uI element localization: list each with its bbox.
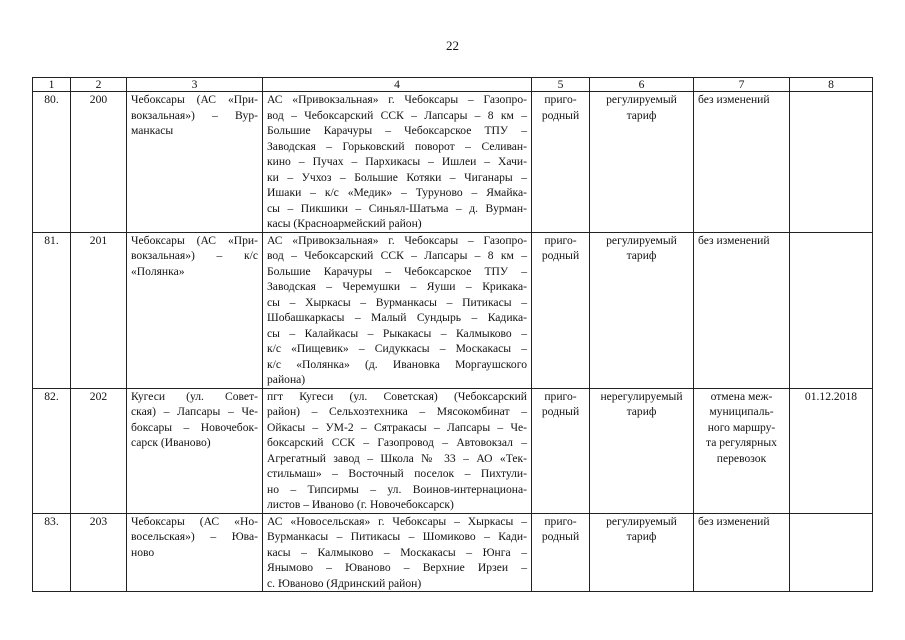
route-path-cell-line: АС «Привокзальная» г. Чебоксары – Газопро-: [267, 233, 527, 247]
route-path-cell-line: листов – Иваново (г. Новочебоксарск): [267, 498, 454, 511]
route-type-cell-line: приго-: [544, 389, 577, 403]
route-path-cell: [263, 92, 532, 233]
route-path-cell-line: касы (Красноармейский район): [267, 217, 422, 230]
header-cell: 6: [590, 78, 694, 92]
route-path-cell-line: Заводская – Горьковский поворот – Селиван-: [267, 139, 527, 153]
route-path-cell-line: к/с «Пищевик» – Сидуккасы – Москакасы –: [267, 342, 527, 355]
tariff-cell: [590, 388, 694, 513]
route-path-cell-line: Шобашкаркасы – Малый Сундырь – Кадика-: [267, 311, 527, 324]
route-type-cell: [532, 388, 590, 513]
route-name-cell-line: ская) – Лапсары – Че-: [131, 405, 258, 418]
route-name-cell-line: сарск (Иваново): [131, 436, 211, 449]
route-name-cell: [127, 232, 263, 388]
header-cell: 5: [532, 78, 590, 92]
route-type-cell-line: родный: [541, 530, 580, 543]
tariff-cell-line: тариф: [626, 249, 657, 262]
route-path-cell-line: Большие Карачуры – Чебоксарское ТПУ –: [267, 264, 527, 278]
route-path-cell-line: к/с «Полянка» (д. Ивановка Моргаушского: [267, 357, 527, 371]
route-name-cell-line: Кугеси (ул. Совет-: [131, 389, 258, 403]
route-name-cell-line: Чебоксары (АС «При-: [131, 93, 258, 106]
route-path-cell-line: АС «Привокзальная» г. Чебоксары – Газопро-: [267, 93, 527, 106]
route-path-cell-line: Янымово – Юваново – Верхние Ирзеи –: [267, 561, 527, 574]
table-row: [33, 92, 873, 233]
change-cell-line: без изменений: [698, 93, 770, 106]
change-cell-line: перевозок: [716, 451, 767, 465]
route-number-cell: 202: [71, 388, 127, 513]
route-type-cell-line: приго-: [544, 93, 577, 106]
route-path-cell-line: вод – Чебоксарский ССК – Лапсары – 8 км –: [267, 249, 527, 262]
route-name-cell-line: Чебоксары (АС «При-: [131, 233, 258, 247]
route-path-cell-line: ки – Учхоз – Большие Котяки – Чиганары –: [267, 170, 527, 184]
route-type-cell-line: приго-: [544, 514, 577, 528]
route-path-cell-line: сы – Пикшики – Синьял-Шатьма – д. Вурман-: [267, 201, 527, 215]
route-path-cell-line: Агрегатный завод – Школа № 33 – АО «Тек-: [267, 451, 527, 465]
route-path-cell: [263, 232, 532, 388]
route-path-cell-line: кино – Пучах – Пархикасы – Ишлеи – Хачи-: [267, 155, 527, 168]
tariff-cell-line: регулируемый: [606, 93, 677, 106]
route-name-cell: [127, 92, 263, 233]
route-path-cell-line: боксарский ССК – Газопровод – Автовокзал –: [267, 436, 527, 449]
route-path-cell-line: с. Юваново (Ядринский район): [267, 576, 422, 590]
route-path-cell: [263, 388, 532, 513]
table-row: [33, 232, 873, 388]
route-name-cell-line: вокзальная») – к/с: [131, 249, 258, 262]
tariff-cell: [590, 232, 694, 388]
route-path-cell-line: но – Типсирмы – ул. Воинов-интернациона-: [267, 482, 527, 496]
row-number-cell: 80.: [33, 92, 71, 233]
header-cell: 2: [71, 78, 127, 92]
header-row: [33, 78, 873, 92]
change-cell-line: отмена меж-: [710, 389, 773, 403]
route-name-cell: [127, 513, 263, 592]
route-path-cell-line: Вурманкасы – Питикасы – Шомиково – Кади-: [267, 530, 527, 543]
route-number-cell: 200: [71, 92, 127, 233]
header-cell: 3: [127, 78, 263, 92]
route-name-cell-line: манкасы: [131, 124, 174, 137]
route-name-cell-line: боксары – Новочебок-: [131, 420, 258, 434]
route-name-cell-line: восельская») – Юва-: [131, 530, 258, 543]
route-path-cell-line: Большие Карачуры – Чебоксарское ТПУ –: [267, 124, 527, 137]
route-name-cell-line: Чебоксары (АС «Но-: [131, 514, 258, 528]
row-number-cell: 82.: [33, 388, 71, 513]
route-path-cell-line: сы – Калайкасы – Рыкакасы – Калмыково –: [267, 326, 527, 340]
change-cell: [694, 388, 790, 513]
route-type-cell: [532, 513, 590, 592]
route-path-cell-line: Ойкасы – УМ-2 – Сятракасы – Лапсары – Че-: [267, 420, 527, 434]
route-type-cell-line: родный: [541, 405, 580, 418]
header-cell: 4: [263, 78, 532, 92]
route-path-cell-line: сы – Хыркасы – Вурманкасы – Питикасы –: [267, 295, 527, 309]
tariff-cell-line: тариф: [626, 405, 657, 418]
route-path-cell: [263, 513, 532, 592]
table-row: [33, 513, 873, 592]
change-cell-line: та регулярных: [706, 436, 777, 449]
date-cell: [790, 92, 873, 233]
header-cell: 1: [33, 78, 71, 92]
route-type-cell-line: родный: [541, 108, 580, 122]
tariff-cell-line: тариф: [626, 108, 657, 122]
route-type-cell-line: родный: [541, 249, 580, 262]
route-name-cell: [127, 388, 263, 513]
header-cell: 8: [790, 78, 873, 92]
route-path-cell-line: вод – Чебоксарский ССК – Лапсары – 8 км –: [267, 108, 527, 122]
route-path-cell-line: стильмаш» – Восточный поселок – Пихтули-: [267, 467, 527, 480]
route-type-cell: [532, 232, 590, 388]
route-number-cell: 203: [71, 513, 127, 592]
page-number: 22: [446, 38, 459, 53]
route-name-cell-line: вокзальная») – Вур-: [131, 108, 258, 122]
header-cell: 7: [694, 78, 790, 92]
date-cell: [790, 513, 873, 592]
route-path-cell-line: пгт Кугеси (ул. Советская) (Чебоксарский: [267, 389, 527, 403]
route-path-cell-line: района): [267, 373, 306, 386]
route-path-cell-line: касы – Калмыково – Москакасы – Юнга –: [267, 545, 527, 559]
tariff-cell-line: регулируемый: [606, 514, 677, 528]
route-number-cell: 201: [71, 232, 127, 388]
change-cell: [694, 92, 790, 233]
change-cell: [694, 513, 790, 592]
change-cell-line: без изменений: [698, 514, 770, 528]
tariff-cell-line: тариф: [626, 530, 657, 543]
route-path-cell-line: Ишаки – к/с «Медик» – Туруново – Ямайка-: [267, 186, 527, 199]
route-path-cell-line: район) – Сельхозтехника – Мясокомбинат –: [267, 405, 527, 418]
change-cell: [694, 232, 790, 388]
table-row: [33, 388, 873, 513]
route-type-cell: [532, 92, 590, 233]
routes-table: [32, 77, 873, 592]
change-cell-line: муниципаль-: [709, 405, 774, 418]
route-type-cell-line: приго-: [544, 233, 577, 247]
row-number-cell: 83.: [33, 513, 71, 592]
row-number-cell: 81.: [33, 232, 71, 388]
change-cell-line: ного маршру-: [707, 420, 776, 434]
date-cell: [790, 232, 873, 388]
route-path-cell-line: Заводская – Черемушки – Яуши – Крикака-: [267, 280, 527, 293]
change-cell-line: без изменений: [698, 233, 770, 247]
route-name-cell-line: «Полянка»: [131, 264, 185, 278]
tariff-cell: [590, 513, 694, 592]
tariff-cell-line: регулируемый: [606, 233, 677, 247]
date-cell: 01.12.2018: [790, 388, 873, 513]
route-path-cell-line: АС «Новосельская» г. Чебоксары – Хыркасы –: [267, 514, 527, 528]
tariff-cell-line: нерегулируемый: [600, 389, 683, 403]
route-name-cell-line: ново: [131, 545, 155, 559]
tariff-cell: [590, 92, 694, 233]
